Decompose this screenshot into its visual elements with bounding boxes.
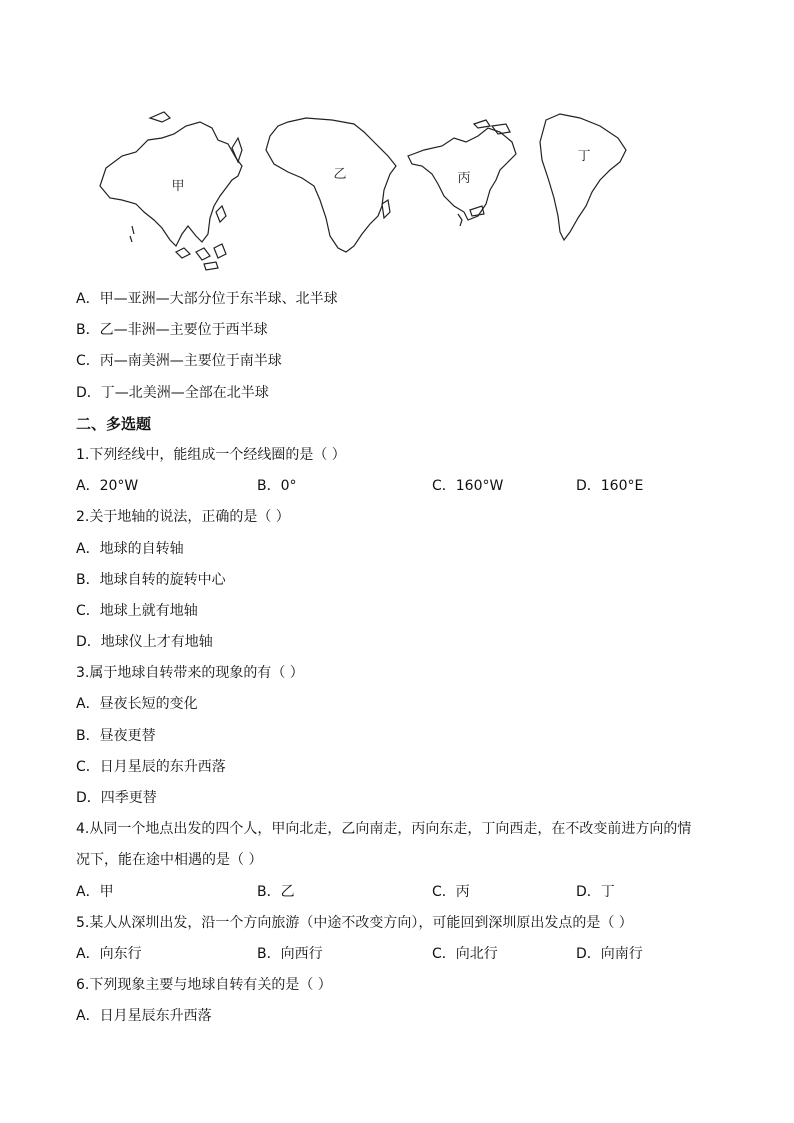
- africa-label: 乙: [333, 167, 347, 182]
- question-5-options: [76, 939, 726, 970]
- question-4-stem-line-2: 况下，能在途中相遇的是（ ）: [76, 852, 263, 869]
- question-2-stem: 2.关于地轴的说法，正确的是（ ）: [76, 509, 290, 526]
- continent-outline-figure: [92, 108, 652, 273]
- q5-option-c: C．向北行: [432, 945, 498, 962]
- q3-option-a: A．昼夜长短的变化: [76, 696, 198, 713]
- q4-option-b: B．乙: [257, 883, 295, 900]
- q1-option-a: A．20°W: [76, 478, 139, 495]
- continent-outlines-svg: [92, 108, 652, 273]
- question-3-stem: 3.属于地球自转带来的现象的有（ ）: [76, 665, 304, 682]
- q4-option-a: A．甲: [76, 883, 114, 900]
- q1-option-b: B．0°: [257, 478, 297, 495]
- north-america-label: 丙: [457, 171, 471, 186]
- question-4-stem-line-1: 4.从同一个地点出发的四个人，甲向北走，乙向南走，丙向东走，丁向西走，在不改变前进方向的情: [76, 821, 692, 838]
- asia-label: 甲: [171, 179, 185, 194]
- q3-option-d: D．四季更替: [76, 790, 157, 806]
- prev-option-c: C．丙—南美洲—主要位于南半球: [76, 353, 282, 370]
- q2-option-b: B．地球自转的旋转中心: [76, 571, 226, 588]
- q4-option-d: D．丁: [576, 883, 615, 900]
- q2-option-d: D．地球仪上才有地轴: [76, 634, 213, 651]
- africa-outline: [266, 118, 396, 252]
- south-america-outline: [540, 114, 626, 240]
- prev-option-b: B．乙—非洲—主要位于西半球: [76, 322, 268, 339]
- section-heading: 二、多选题: [76, 414, 152, 433]
- q5-option-b: B．向西行: [257, 945, 323, 962]
- question-content: [76, 284, 726, 1033]
- question-4-options: [76, 877, 726, 908]
- question-6-stem: 6.下列现象主要与地球自转有关的是（ ）: [76, 977, 332, 994]
- prev-option-a: A．甲—亚洲—大部分位于东半球、北半球: [76, 291, 338, 307]
- question-1-stem: 1.下列经线中，能组成一个经线圈的是（ ）: [76, 446, 346, 463]
- south-america-label: 丁: [577, 149, 591, 164]
- q2-option-a: A．地球的自转轴: [76, 540, 184, 557]
- q3-option-b: B．昼夜更替: [76, 727, 156, 744]
- prev-option-d: D．丁—北美洲—全部在北半球: [76, 384, 269, 401]
- q5-option-a: A．向东行: [76, 945, 142, 962]
- q6-option-a: A．日月星辰东升西落: [76, 1008, 212, 1025]
- q4-option-c: C．丙: [432, 883, 470, 900]
- q1-option-c: C．160°W: [432, 478, 504, 495]
- question-5-stem: 5.某人从深圳出发，沿一个方向旅游（中途不改变方向），可能回到深圳原出发点的是（ ）: [76, 914, 633, 931]
- q3-option-c: C．日月星辰的东升西落: [76, 758, 226, 775]
- q2-option-c: C．地球上就有地轴: [76, 602, 198, 619]
- q1-option-d: D．160°E: [576, 478, 644, 495]
- question-1-options: [76, 471, 726, 502]
- q5-option-d: D．向南行: [576, 945, 643, 962]
